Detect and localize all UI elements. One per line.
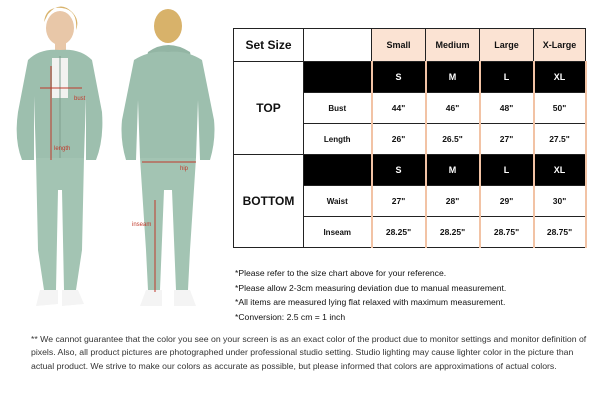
- size-large-header: Large: [480, 29, 534, 62]
- blank-cell: [304, 29, 372, 62]
- size-medium-header: Medium: [426, 29, 480, 62]
- bottom-size-code-row: [234, 155, 586, 186]
- table-cell: 28.75": [534, 217, 586, 248]
- table-cell: 28.25": [426, 217, 480, 248]
- length-label: length: [54, 146, 71, 152]
- front-model: [17, 6, 103, 306]
- measurement-label: Length: [304, 124, 372, 155]
- table-cell: 27": [480, 124, 534, 155]
- size-code: L: [480, 155, 534, 186]
- note-line: *Please refer to the size chart above for your reference.: [235, 268, 447, 278]
- blank-cell: [304, 62, 372, 93]
- size-code: S: [372, 155, 426, 186]
- table-cell: 46": [426, 93, 480, 124]
- hip-label: hip: [180, 166, 189, 172]
- table-cell: 29": [480, 186, 534, 217]
- size-notes: [235, 266, 506, 324]
- bottom-group-label: BOTTOM: [234, 155, 304, 248]
- size-code: S: [372, 62, 426, 93]
- measurement-label: Waist: [304, 186, 372, 217]
- table-cell: 27": [372, 186, 426, 217]
- table-cell: 26.5": [426, 124, 480, 155]
- table-cell: 28": [426, 186, 480, 217]
- size-code: M: [426, 155, 480, 186]
- size-code: M: [426, 62, 480, 93]
- model-illustration: [0, 0, 228, 318]
- table-cell: 26": [372, 124, 426, 155]
- size-code: XL: [534, 155, 586, 186]
- measurement-label: Bust: [304, 93, 372, 124]
- table-cell: 27.5": [534, 124, 586, 155]
- inseam-label: inseam: [132, 222, 152, 228]
- measurement-label: Inseam: [304, 217, 372, 248]
- table-cell: 30": [534, 186, 586, 217]
- table-cell: 28.75": [480, 217, 534, 248]
- table-title: Set Size: [234, 29, 304, 62]
- note-line: *Conversion: 2.5 cm = 1 inch: [235, 311, 346, 322]
- top-size-code-row: [234, 62, 586, 93]
- size-xlarge-header: X-Large: [534, 29, 586, 62]
- note-line: *All items are measured lying flat relaxed with maximum measurement.: [235, 297, 506, 308]
- blank-cell: [304, 155, 372, 186]
- size-code: XL: [534, 62, 586, 93]
- size-header-row: [234, 29, 586, 62]
- color-disclaimer: ** We cannot guarantee that the color you see on your screen is as an exact color of the product due to monitor settings and monitor definition of pixels. Also, all product pictures are photographed under professional studio setting. Studio lighting may cause lighter color in the picture than actual product. We strive to make our colors as accurate as possible, but please informed that colors are approximations of actual colors.: [31, 334, 587, 371]
- size-small-header: Small: [372, 29, 426, 62]
- table-cell: 44": [372, 93, 426, 124]
- note-line: *Please allow 2-3cm measuring deviation due to manual measurement.: [235, 282, 507, 293]
- top-group-label: TOP: [234, 62, 304, 155]
- model-photos: [0, 0, 228, 318]
- size-chart-table: [233, 28, 587, 248]
- table-cell: 48": [480, 93, 534, 124]
- table-cell: 28.25": [372, 217, 426, 248]
- bust-label: bust: [74, 96, 86, 102]
- back-model: [122, 9, 215, 306]
- table-cell: 50": [534, 93, 586, 124]
- size-code: L: [480, 62, 534, 93]
